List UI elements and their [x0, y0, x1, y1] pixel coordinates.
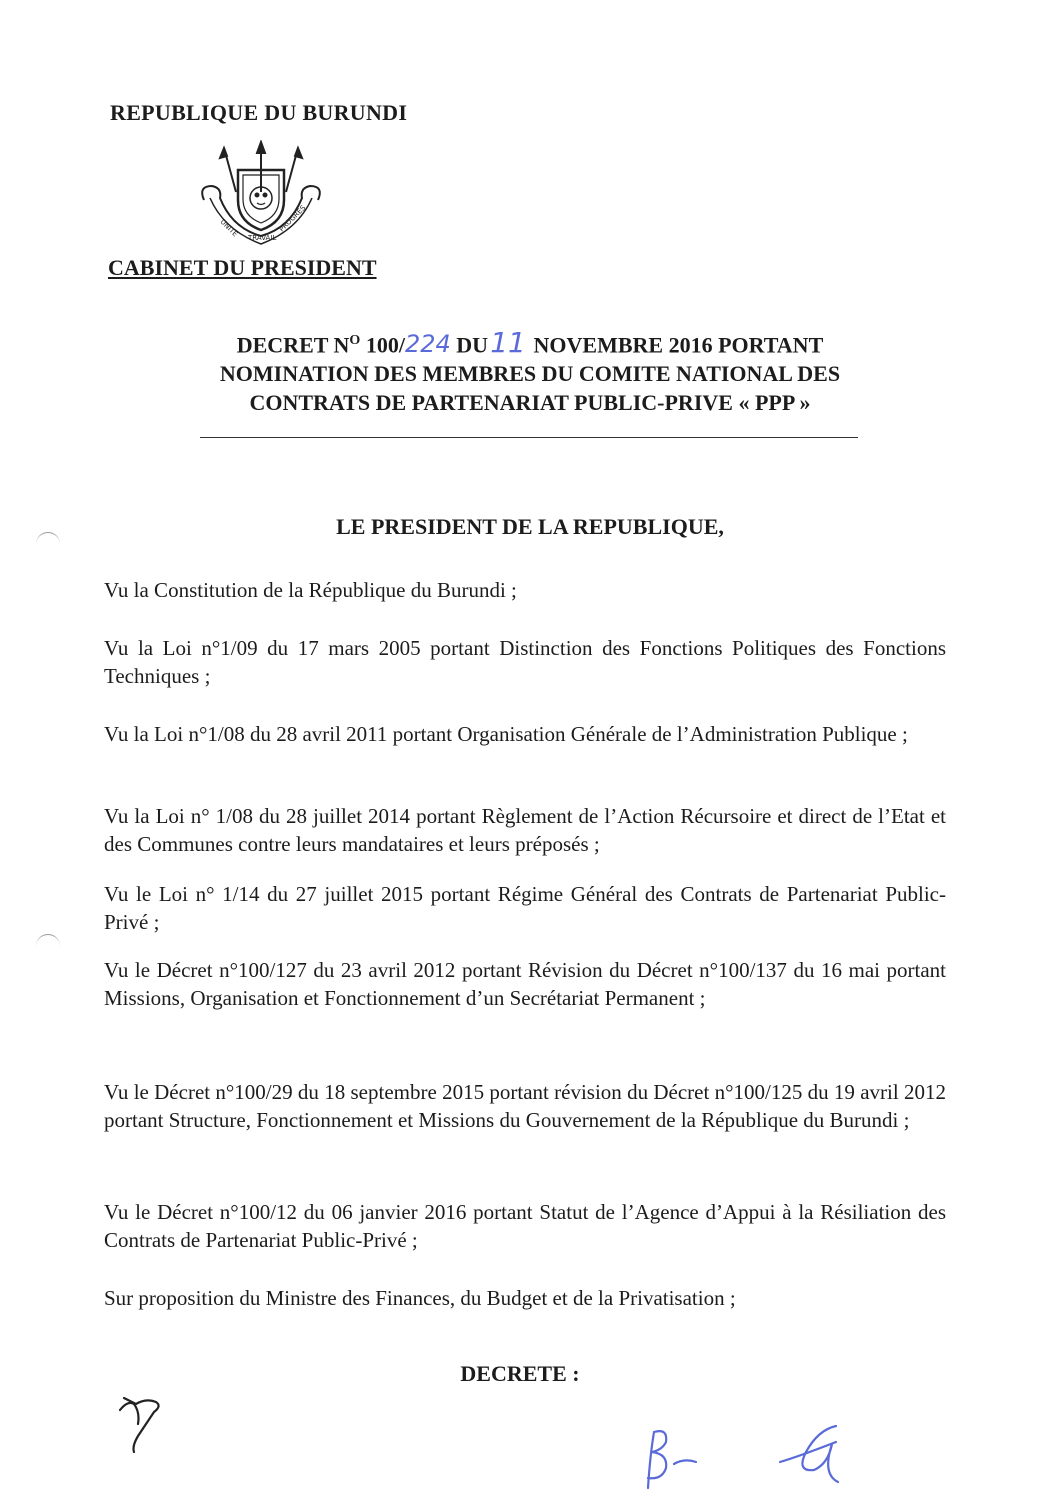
title-superscript: O — [349, 333, 361, 348]
consideration-paragraph: Vu le Décret n°100/29 du 18 septembre 2015 portant révision du Décret n°100/125 du 19 avril 2012 portant Structure, Fonctionnement et Missions du Gouvernement de la République du Burundi ; — [104, 1080, 946, 1132]
svg-text:UNITE: UNITE — [218, 217, 240, 239]
title-number-prefix: 100/ — [360, 332, 405, 358]
consideration-paragraph: Vu le Décret n°100/127 du 23 avril 2012 portant Révision du Décret n°100/137 du 16 mai portant Missions, Organisation et Fonctionnement d’un Secrétariat Permanent ; — [104, 958, 946, 1010]
republic-header: REPUBLIQUE DU BURUNDI — [110, 100, 408, 125]
consideration-paragraph: Vu la Loi n°1/09 du 17 mars 2005 portant Distinction des Fonctions Politiques des Fonctions Techniques ; — [104, 636, 946, 688]
consideration-paragraph: Vu la Loi n° 1/08 du 28 juillet 2014 portant Règlement de l’Action Récursoire et direct de l’Etat et des Communes contre leurs mandataires et leurs préposés ; — [104, 804, 946, 856]
handwritten-decree-number: 224 — [404, 330, 451, 359]
handwritten-initials-icon — [114, 1388, 174, 1458]
title-du: DU — [450, 332, 489, 358]
title-line1-rest: NOVEMBRE 2016 PORTANT — [528, 332, 824, 358]
consideration-paragraph: Vu la Loi n°1/08 du 28 avril 2011 portant Organisation Générale de l’Administration Publique ; — [104, 722, 908, 746]
president-heading: LE PRESIDENT DE LA REPUBLIQUE, — [336, 514, 724, 539]
consideration-paragraph: Vu le Loi n° 1/14 du 27 juillet 2015 portant Régime Général des Contrats de Partenariat Public-Privé ; — [104, 882, 946, 934]
handwritten-signature-initials-icon — [640, 1420, 860, 1496]
decree-title — [150, 326, 910, 417]
consideration-paragraph: Vu la Constitution de la République du Burundi ; — [104, 578, 517, 602]
title-line-1 — [150, 326, 910, 359]
title-prefix: DECRET N — [236, 332, 350, 358]
svg-text:PROGRES: PROGRES — [277, 203, 308, 234]
title-line-2: NOMINATION DES MEMBRES DU COMITE NATIONAL DES — [219, 361, 841, 387]
consideration-paragraph: Vu le Décret n°100/12 du 06 janvier 2016 portant Statut de l’Agence d’Appui à la Résiliation des Contrats de Partenariat Public-Privé ; — [104, 1200, 946, 1252]
punch-hole-mark — [36, 934, 60, 949]
handwritten-day: 11 — [490, 326, 526, 360]
cabinet-header: CABINET DU PRESIDENT — [108, 255, 377, 280]
title-line-3: CONTRATS DE PARTENARIAT PUBLIC-PRIVE « PPP » — [249, 390, 811, 416]
decrete-heading: DECRETE : — [460, 1361, 580, 1386]
svg-text:TRAVAIL: TRAVAIL — [248, 234, 277, 242]
consideration-paragraph: Sur proposition du Ministre des Finances, du Budget et de la Privatisation ; — [104, 1286, 736, 1310]
title-divider — [200, 437, 858, 438]
burundi-coat-of-arms-icon — [196, 140, 326, 252]
